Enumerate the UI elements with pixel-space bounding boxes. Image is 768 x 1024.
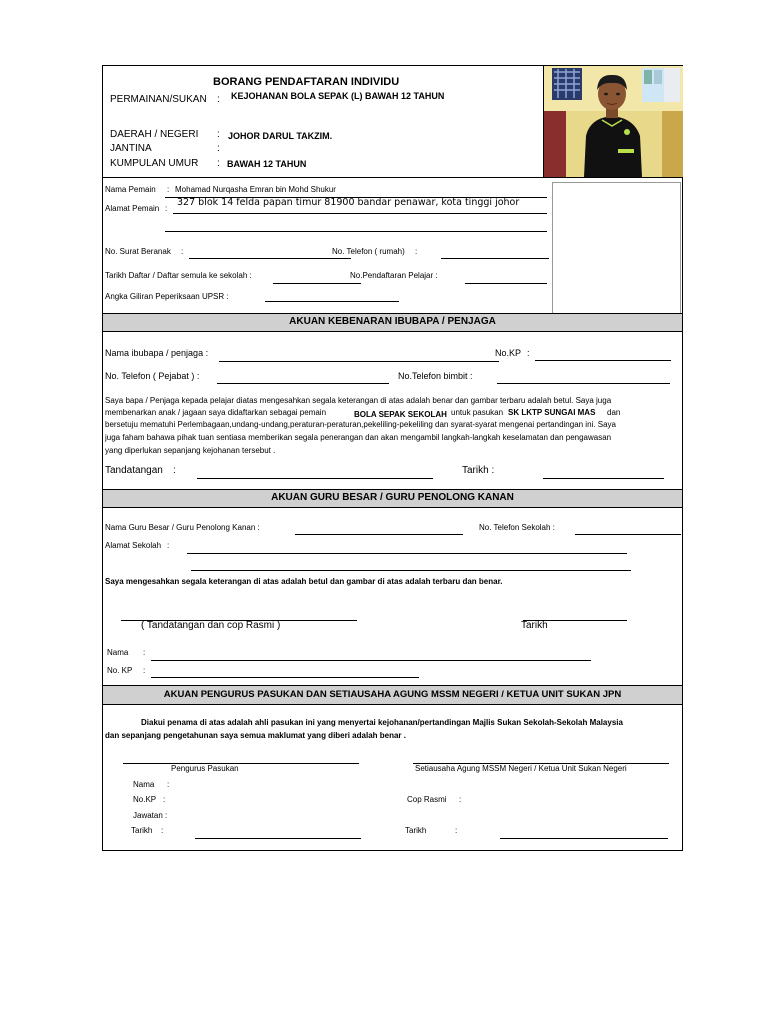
colon: : [167, 541, 170, 550]
no-pendaftaran-label: No.Pendaftaran Pelajar : [350, 271, 438, 280]
colon: : [143, 666, 146, 675]
jantina-label: JANTINA [110, 143, 152, 154]
telefon-pejabat-label: No. Telefon ( Pejabat ) : [105, 371, 200, 381]
pengurus-statement-line1: Diakui penama di atas adalah ahli pasukan ini yang menyertai kejohanan/pertandingan Majlis Sukan Sekolah-Sekolah Malaysia [141, 718, 623, 727]
permainan-value: KEJOHANAN BOLA SEPAK (L) BAWAH 12 TAHUN [231, 91, 445, 101]
parent-para-line2b: untuk pasukan [451, 408, 504, 417]
player-photo [543, 66, 683, 177]
setiausaha-tarikh-label: Tarikh [405, 826, 427, 835]
nama-guru-label: Nama Guru Besar / Guru Penolong Kanan : [105, 523, 260, 532]
colon: : [459, 795, 462, 804]
pengurus-tarikh-label: Tarikh [131, 826, 153, 835]
permainan-label: PERMAINAN/SUKAN [110, 94, 207, 105]
parent-para-line2c: dan [607, 408, 621, 417]
parent-para-line3: bersetuju mematuhi Perlembagaan,undang-undang,peraturan-peraturan,pekeliling-pekeliling dan syarat-syarat mengenai pertandingan ini. Saya [105, 420, 616, 429]
telefon-rumah-label: No. Telefon ( rumah) [332, 247, 405, 256]
kumpulan-value: BAWAH 12 TAHUN [227, 159, 307, 169]
tarikh-daftar-label: Tarikh Daftar / Daftar semula ke sekolah : [105, 271, 252, 280]
colon: : [217, 94, 220, 105]
alamat-pemain-value: 327 blok 14 felda papan timur 81900 bandar penawar, kota tinggi johor [177, 197, 520, 208]
tandatangan-label: Tandatangan [105, 465, 163, 476]
registration-form [102, 65, 683, 851]
telefon-sekolah-label: No. Telefon Sekolah : [479, 523, 555, 532]
nokp-guru-label: No. KP [107, 666, 133, 675]
colon: : [167, 185, 170, 194]
pengurus-nama-label: Nama [133, 780, 155, 789]
colon: : [217, 158, 220, 169]
parent-para-line5: yang diperlukan sepanjang kejohanan tersebut . [105, 446, 276, 455]
player-photo-image [544, 66, 683, 177]
telefon-bimbit-label: No.Telefon bimbit : [398, 371, 473, 381]
surat-beranak-label: No. Surat Beranak [105, 247, 171, 256]
nama-ibubapa-label: Nama ibubapa / penjaga : [105, 348, 209, 358]
kumpulan-label: KUMPULAN UMUR [110, 158, 199, 169]
alamat-sekolah-label: Alamat Sekolah [105, 541, 162, 550]
colon: : [415, 247, 418, 256]
tarikh-parent-label: Tarikh : [462, 465, 495, 476]
colon: : [217, 129, 220, 140]
daerah-value: JOHOR DARUL TAKZIM. [228, 131, 333, 141]
jawatan-label: Jawatan [133, 811, 163, 820]
colon: : [181, 247, 184, 256]
section-parent-title: AKUAN KEBENARAN IBUBAPA / PENJAGA [103, 313, 682, 332]
parent-para-sukan: BOLA SEPAK SEKOLAH [354, 410, 447, 419]
nama-pemain-label: Nama Pemain [105, 185, 156, 194]
nama-pemain-value: Mohamad Nurqasha Emran bin Mohd Shukur [175, 185, 336, 194]
colon: : [143, 648, 146, 657]
setiausaha-label: Setiausaha Agung MSSM Negeri / Ketua Unit Sukan Negeri [415, 764, 627, 773]
colon: : [173, 465, 176, 476]
pengurus-pasukan-label: Pengurus Pasukan [171, 764, 239, 773]
colon: : [527, 348, 530, 358]
colon: : [165, 811, 168, 820]
nama-guru2-label: Nama [107, 648, 129, 657]
angka-giliran-label: Angka Giliran Peperiksaan UPSR : [105, 292, 229, 301]
alamat-pemain-label: Alamat Pemain [105, 204, 160, 213]
form-title: BORANG PENDAFTARAN INDIVIDU [213, 76, 400, 88]
cop-rasmi-label: ( Tandatangan dan cop Rasmi ) [141, 620, 281, 631]
pengurus-nokp-label: No.KP [133, 795, 157, 804]
section-guru-title: AKUAN GURU BESAR / GURU PENOLONG KANAN [103, 489, 682, 508]
nokp-label: No.KP [495, 348, 522, 358]
parent-para-line4: juga faham bahawa pihak tuan sentiasa memberikan segala penerangan dan akan mengambil langkah-langkah keselamatan dan pengawasan [105, 433, 612, 442]
colon: : [161, 826, 164, 835]
colon: : [455, 826, 458, 835]
colon: : [165, 204, 168, 213]
photo-box [552, 182, 681, 316]
colon: : [167, 780, 170, 789]
parent-para-pasukan: SK LKTP SUNGAI MAS [508, 408, 596, 417]
parent-para-line2a: membenarkan anak / jagaan saya didaftarkan sebagai pemain [105, 408, 327, 417]
cop-rasmi-pengurus-label: Cop Rasmi [407, 795, 447, 804]
colon: : [163, 795, 166, 804]
tarikh-guru-label: Tarikh [521, 620, 548, 631]
pengurus-statement-line2: dan sepanjang pengetahunan saya semua maklumat yang diberi adalah benar . [105, 731, 406, 740]
parent-para-line1: Saya bapa / Penjaga kepada pelajar diatas mengesahkan segala keterangan di atas adalah benar dan gambar terbaru adalah betul. Saya juga [105, 396, 612, 405]
daerah-label: DAERAH / NEGERI [110, 129, 199, 140]
colon: : [217, 143, 220, 154]
guru-statement: Saya mengesahkan segala keterangan di atas adalah betul dan gambar di atas adalah terbaru dan benar. [105, 577, 503, 586]
section-pengurus-title: AKUAN PENGURUS PASUKAN DAN SETIAUSAHA AGUNG MSSM NEGERI / KETUA UNIT SUKAN JPN [103, 685, 682, 705]
